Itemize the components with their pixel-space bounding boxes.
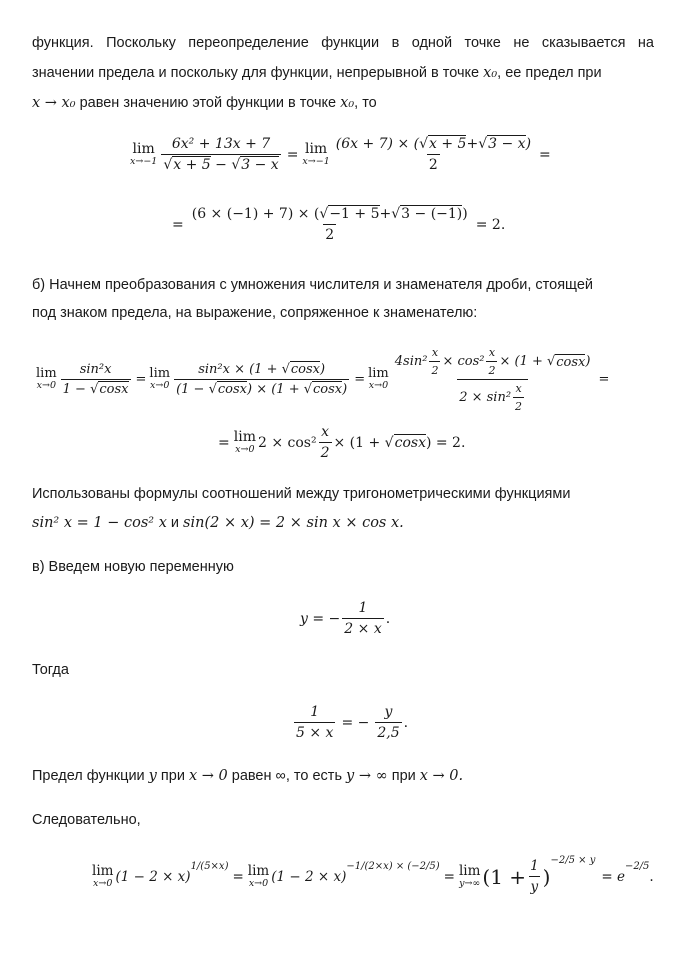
- equation-g: lim x→0 (1 − 2 × x) 1/(5×x) = lim x→0 (1 − 2 × x) −1/(2×x) × (−2/5) = lim y→∞ (1 + $\frac{1}{y}$ ) −2/5 × y = e −2/5 .: [92, 855, 654, 895]
- text-line: [32, 509, 654, 538]
- text-line: [32, 89, 654, 118]
- text-line: Предел функции y при x → 0 равен ∞, то есть y → ∞ при x → 0.: [32, 768, 464, 784]
- text-line: в) Введем новую переменную: [32, 559, 234, 575]
- equation-e: y = − $\frac{1}{2 \times x}$ .: [300, 600, 391, 637]
- text-span: равен значению этой функции в точке: [75, 95, 341, 111]
- text-span: , то: [354, 95, 377, 111]
- text-line: Использованы формулы соотношений между тригонометрическими функциями: [32, 486, 571, 502]
- formula: sin² x = 1 − cos² x: [32, 515, 167, 531]
- text-line: Тогда: [32, 662, 69, 678]
- text-line: функция. Поскольку переопределение функции в одной точке не сказывается на: [32, 35, 654, 51]
- text-line: б) Начнем преобразования с умножения числителя и знаменателя дроби, стоящей: [32, 277, 593, 293]
- equation-f: $\frac{1}{5 \times x}$ = − $\frac{y}{2,5}$ .: [296, 704, 409, 741]
- math-x0: x₀: [483, 65, 498, 81]
- text-line: под знаком предела, на выражение, сопряженное к знаменателю:: [32, 305, 478, 321]
- equation-b: = $\frac{(6 \times (-1) + 7) \times (√-1 + 5+√3 - (-1))}{2}$ = 2.: [172, 206, 506, 243]
- equation-c: lim x→0 $\frac{\text{sin²x}}{1 - √\cos x}$ = lim x→0 $\frac{\text{sin²x × (1 + √cosx)}}{(1 - √\cos x) \times (1 + √\cos x)}$ = lim x→0 4sin² $\frac{x}{2}$ × cos² $\frac{x}{2}$ × (1 + √ cosx ) 2 × sin² x 2 =: [36, 346, 610, 413]
- fraction: $\frac{\text{6x² + 13x + 7}}{√x + 5 - √3 - x}$: [163, 136, 279, 173]
- formula: sin(2 × x) = 2 × sin x × cos x.: [183, 515, 404, 531]
- fraction: $\frac{(6 \times (-1) + 7) \times (√-1 + 5+√3 - (-1))}{2}$: [191, 206, 468, 243]
- text-line: Следовательно,: [32, 812, 141, 828]
- text-span: и: [166, 515, 184, 531]
- text-line: [32, 59, 654, 88]
- limit-operator: lim x→0: [36, 366, 57, 392]
- text-span: значении предела и поскольку для функции, непрерывной в точке: [32, 65, 484, 81]
- equation-a: lim x→−1 $\frac{\text{6x² + 13x + 7}}{√x + 5 - √3 - x}$ = lim x→−1 $\frac{(6x + 7) \times (√x + 5+√3 - x)}{2}$ =: [130, 136, 551, 173]
- math-x-to-x0: x → x₀: [32, 95, 76, 111]
- equation-d: = lim x→0 2 × cos² $\frac{x}{2}$ × (1 + √ cosx ) = 2.: [218, 424, 466, 461]
- limit-operator: lim x→−1: [130, 140, 158, 167]
- limit-operator: lim x→0: [368, 366, 389, 392]
- limit-operator: lim y→∞: [458, 862, 481, 889]
- math-x0: x₀: [340, 95, 355, 111]
- limit-operator: lim x→−1: [302, 140, 330, 167]
- fraction: $\frac{\text{sin²x × (1 + √cosx)}}{(1 - √\cos x) \times (1 + √\cos x)}$: [176, 362, 348, 397]
- limit-operator: lim x→0: [92, 862, 114, 889]
- text-span: , ее предел при: [497, 65, 602, 81]
- fraction: $\frac{(6x + 7) \times (√x + 5+√3 - x)}{2}$: [335, 136, 532, 173]
- limit-operator: lim x→0: [149, 366, 171, 392]
- limit-operator: lim x→0: [247, 862, 270, 889]
- limit-operator: lim x→0: [233, 428, 256, 455]
- fraction: 4sin² $\frac{x}{2}$ × cos² $\frac{x}{2}$ × (1 + √ cosx ) 2 × sin² x 2: [394, 346, 591, 413]
- fraction: $\frac{\text{sin²x}}{1 - √\cos x}$: [62, 362, 129, 397]
